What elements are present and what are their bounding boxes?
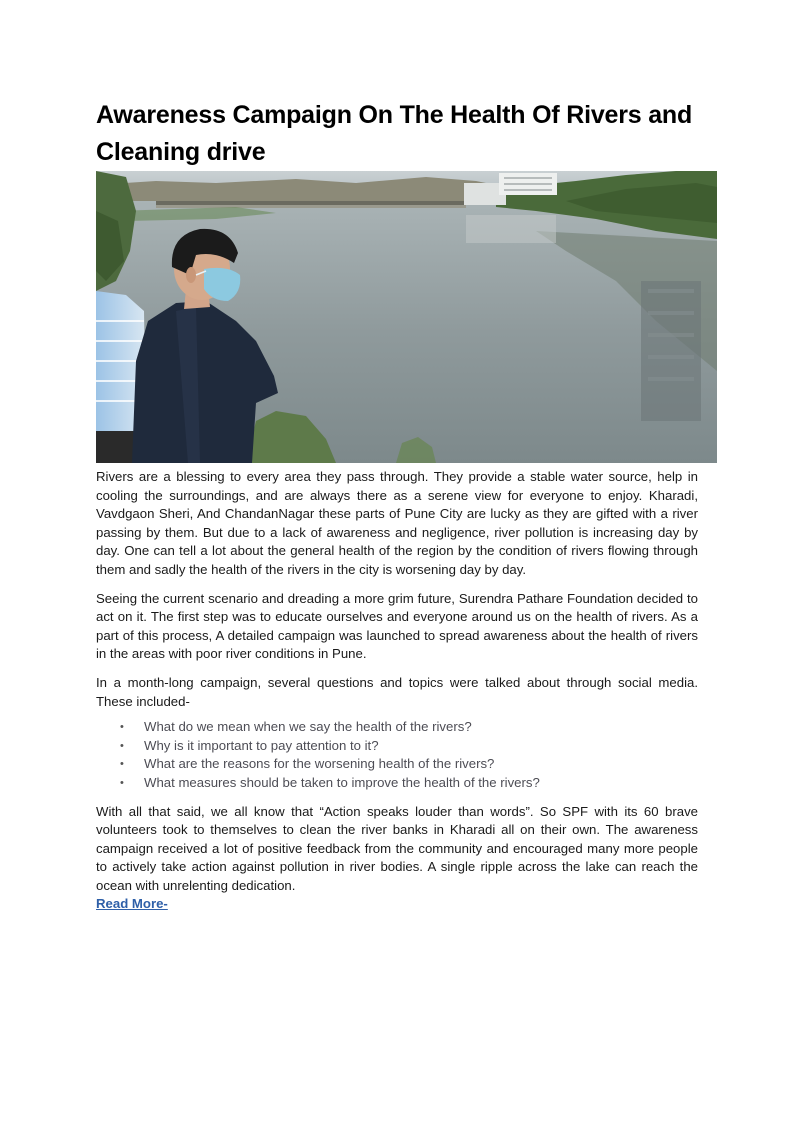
- bullet-icon: •: [120, 758, 124, 771]
- article-title: Awareness Campaign On The Health Of Rivers and Cleaning drive: [96, 101, 693, 166]
- campaign-paragraph: In a month-long campaign, several questions and topics were talked about through social media. These included-: [96, 674, 698, 709]
- list-item: • What do we mean when we say the health of the rivers?: [144, 718, 698, 737]
- article-body: [96, 468, 698, 913]
- closing-paragraph: With all that said, we all know that “Action speaks louder than words”. So SPF with its 60 brave volunteers took to themselves to clean the river banks in Kharadi all on their own. The awareness campaign received a lot of positive feedback from the community and encouraged many more people to actively take action against pollution in river bodies. A single ripple across the lake can reach the ocean with unrelenting dedication.: [96, 803, 698, 893]
- read-more-link[interactable]: Read More-: [96, 896, 168, 912]
- list-item: • What measures should be taken to improve the health of the rivers?: [144, 774, 698, 793]
- list-item: • Why is it important to pay attention to it?: [144, 737, 698, 756]
- bullet-icon: •: [120, 721, 124, 734]
- intro-paragraph: Rivers are a blessing to every area they pass through. They provide a stable water source, help in cooling the surroundings, and are always there as a serene view for everyone to enjoy. Kharadi, Vavdgaon Sheri, And ChandanNagar these parts of Pune City are lucky as they are gifted with a river passing by them. But due to a lack of awareness and negligence, river pollution is increasing day by day. One can tell a lot about the general health of the region by the condition of rivers flowing through them and sadly the health of the rivers in the city is worsening day by day.: [96, 469, 698, 577]
- bullet-icon: •: [120, 776, 124, 789]
- topics-list: [96, 718, 698, 792]
- list-item: • What are the reasons for the worsening health of the rivers?: [144, 755, 698, 774]
- river-photo: [96, 171, 717, 463]
- bullet-icon: •: [120, 739, 124, 752]
- foundation-paragraph: Seeing the current scenario and dreading a more grim future, Surendra Pathare Foundation decided to act on it. The first step was to educate ourselves and everyone around us on the health of rivers. As a part of this process, A detailed campaign was launched to spread awareness about the health of rivers in the areas with poor river conditions in Pune.: [96, 590, 698, 662]
